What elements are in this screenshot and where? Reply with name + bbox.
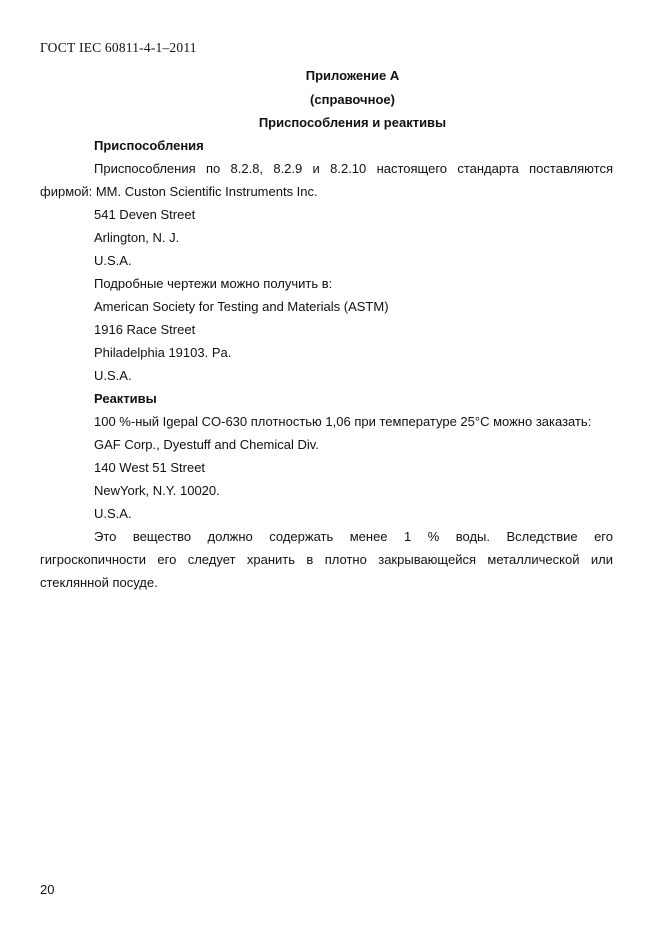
astm-address-line: 1916 Race Street bbox=[94, 322, 196, 337]
reagents-address-line: 140 West 51 Street bbox=[94, 460, 206, 475]
fixtures-address-line: 541 Deven Street bbox=[94, 207, 196, 222]
astm-address-line: American Society for Testing and Materials (ASTM) bbox=[94, 299, 389, 314]
reagents-paragraph-line1: Это вещество должно содержать менее 1 % воды. Вследствие его bbox=[94, 529, 613, 544]
fixtures-paragraph-line2: фирмой: MM. Custon Scientific Instruments Inc. bbox=[40, 184, 318, 199]
fixtures-address-line: U.S.A. bbox=[94, 253, 132, 268]
annex-subject: Приспособления и реактивы bbox=[258, 115, 447, 130]
document-header: ГОСТ IEC 60811-4-1–2011 bbox=[40, 40, 197, 55]
reagents-address-line: U.S.A. bbox=[94, 506, 132, 521]
fixtures-address-line: Arlington, N. J. bbox=[94, 230, 180, 245]
drawings-note: Подробные чертежи можно получить в: bbox=[94, 276, 333, 291]
reagents-heading: Реактивы bbox=[94, 391, 157, 406]
reagents-address-line: GAF Corp., Dyestuff and Chemical Div. bbox=[94, 437, 319, 452]
astm-address-line: U.S.A. bbox=[94, 368, 132, 383]
annex-status: (справочное) bbox=[310, 92, 395, 107]
reagents-paragraph-line3: стеклянной посуде. bbox=[40, 575, 158, 590]
reagents-paragraph-line2: гигроскопичности его следует хранить в плотно закрывающейся металлической или bbox=[40, 552, 613, 567]
astm-address-line: Philadelphia 19103. Pa. bbox=[94, 345, 232, 360]
reagents-order-line: 100 %-ный Igepal CO-630 плотностью 1,06 при температуре 25°C можно заказать: bbox=[94, 414, 592, 429]
fixtures-heading: Приспособления bbox=[94, 138, 204, 153]
fixtures-paragraph-line1: Приспособления по 8.2.8, 8.2.9 и 8.2.10 настоящего стандарта поставляются bbox=[94, 161, 613, 176]
annex-title: Приложение А bbox=[305, 68, 400, 83]
page-number: 20 bbox=[40, 882, 55, 897]
reagents-address-line: NewYork, N.Y. 10020. bbox=[94, 483, 220, 498]
